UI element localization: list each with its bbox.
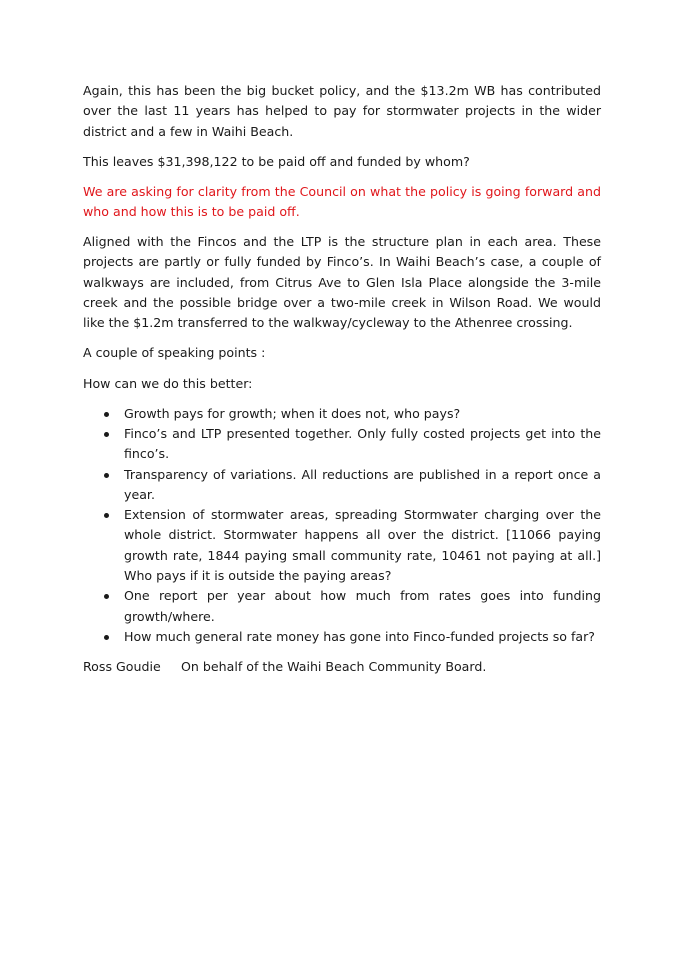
list-item-text: Transparency of variations. All reductions are published in a report once a year. <box>124 466 601 502</box>
signature-name: Ross Goudie <box>83 658 161 674</box>
list-item-text: Extension of stormwater areas, spreading Stormwater charging over the whole district. Stormwater happens all over the district. [11066 paying growth rate, 1844 paying small community rate, 10461 not paying at all.] Who pays if it is outside the paying areas? <box>124 507 601 584</box>
paragraph-balance-remaining: This leaves $31,398,122 to be paid off and funded by whom? <box>83 153 470 169</box>
paragraph-how-better: How can we do this better: <box>83 375 253 391</box>
signature-role: On behalf of the Waihi Beach Community Board. <box>181 658 487 674</box>
paragraph-structure-plan: Aligned with the Fincos and the LTP is the structure plan in each area. These projects are partly or fully funded by Finco’s. In Waihi Beach’s case, a couple of walkways are included, from Citrus Ave to Glen Isla Place alongside the 3-mile creek and the possible bridge over a two-mile creek in Wilson Road. We would like the $1.2m transferred to the walkway/cycleway to the Athenree crossing. <box>83 234 601 331</box>
bullet-icon <box>104 412 109 417</box>
paragraph-speaking-points-intro: A couple of speaking points : <box>83 345 266 361</box>
document-body <box>83 81 601 687</box>
list-item <box>83 404 601 424</box>
speaking-points-list <box>83 404 601 648</box>
signature-line <box>83 657 601 677</box>
paragraph-clarity-request: We are asking for clarity from the Council on what the policy is going forward and who and how this is to be paid off. <box>83 183 601 220</box>
bullet-icon <box>104 432 109 437</box>
paragraph-big-bucket-policy: Again, this has been the big bucket policy, and the $13.2m WB has contributed over the last 11 years has helped to pay for stormwater projects in the wider district and a few in Waihi Beach. <box>83 83 601 139</box>
list-item-text: One report per year about how much from rates goes into funding growth/where. <box>124 588 601 624</box>
bullet-icon <box>104 513 109 518</box>
list-item <box>83 424 601 465</box>
list-item <box>83 505 601 586</box>
bullet-icon <box>104 635 109 640</box>
list-item-text: Finco’s and LTP presented together. Only fully costed projects get into the finco’s. <box>124 425 601 462</box>
bullet-icon <box>104 594 109 599</box>
list-item-text: How much general rate money has gone into Finco-funded projects so far? <box>124 628 595 644</box>
bullet-icon <box>104 473 109 478</box>
list-item-text: Growth pays for growth; when it does not, who pays? <box>124 405 461 421</box>
list-item <box>83 465 601 506</box>
list-item <box>83 586 601 627</box>
list-item <box>83 627 601 647</box>
